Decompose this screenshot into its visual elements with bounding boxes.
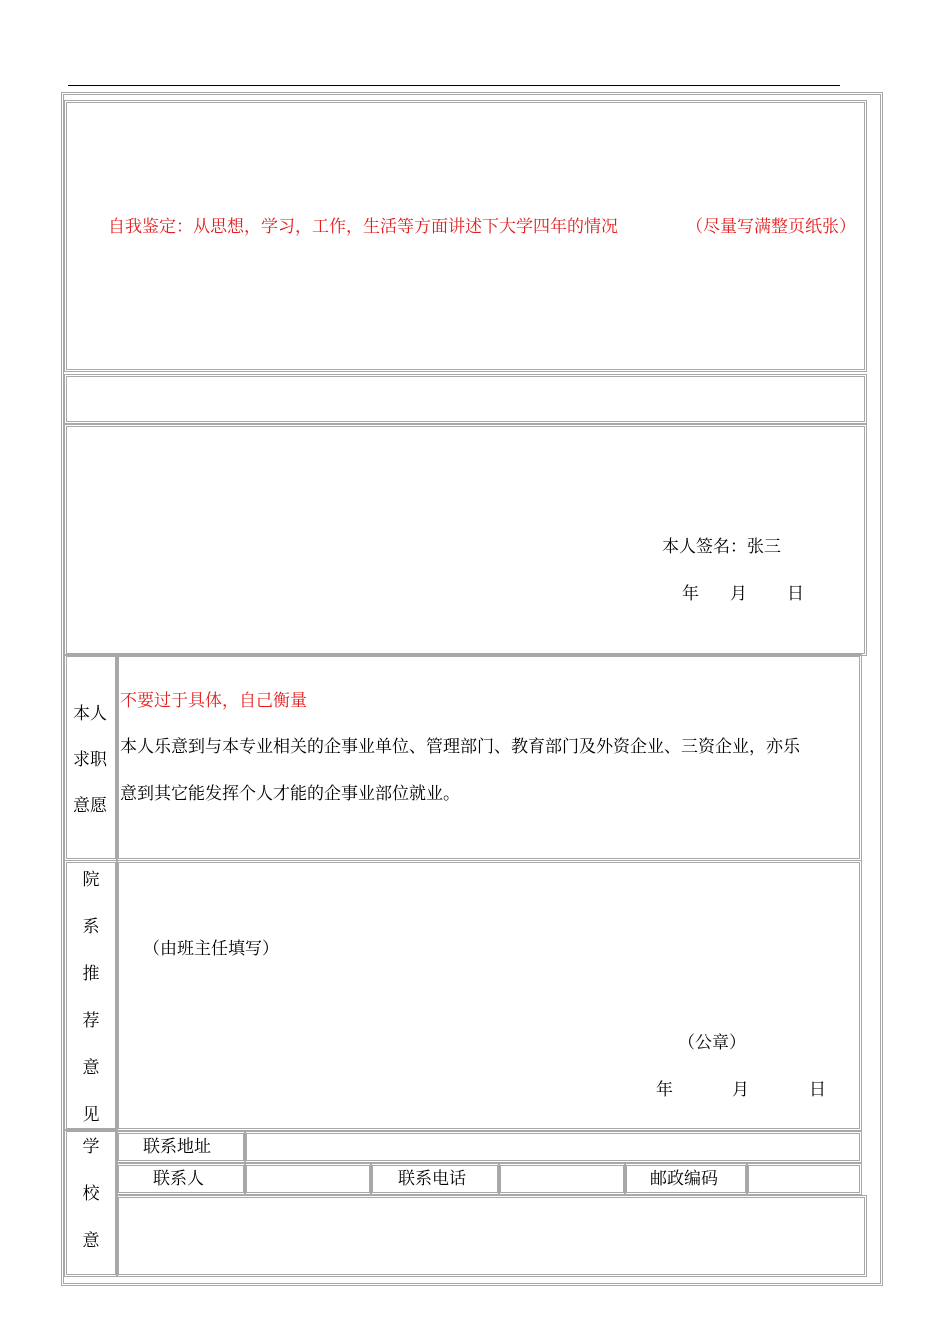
contact-address-label: 联系地址 bbox=[143, 1137, 211, 1157]
signature-date-month: 月 bbox=[730, 584, 747, 604]
signature-label: 本人签名：张三 bbox=[662, 537, 781, 557]
department-date-month: 月 bbox=[732, 1080, 749, 1100]
contact-person-field[interactable] bbox=[244, 1163, 372, 1195]
school-label-char-3: 意 bbox=[82, 1231, 100, 1251]
department-label-cell bbox=[64, 860, 118, 1131]
school-opinion-content-cell[interactable] bbox=[116, 1195, 867, 1277]
department-date-year: 年 bbox=[656, 1080, 673, 1100]
job-intention-note: 不要过于具体，自己衡量 bbox=[120, 691, 307, 711]
department-label-char-6: 见 bbox=[82, 1105, 100, 1125]
department-label-char-5: 意 bbox=[82, 1058, 100, 1078]
department-label-char-2: 系 bbox=[82, 917, 100, 937]
department-seal: （公章） bbox=[678, 1033, 746, 1053]
contact-phone-field[interactable] bbox=[498, 1163, 626, 1195]
department-label-char-3: 推 bbox=[82, 964, 100, 984]
job-intention-content-cell bbox=[116, 654, 862, 861]
department-label-char-1: 院 bbox=[82, 870, 100, 890]
department-content-cell bbox=[116, 860, 862, 1131]
department-instruction: （由班主任填写） bbox=[143, 939, 279, 959]
signature-date-year: 年 bbox=[682, 584, 699, 604]
job-intention-label-line1: 本人 bbox=[73, 704, 107, 724]
self-assessment-hint: （尽量写满整页纸张） bbox=[686, 217, 856, 237]
signature-date-day: 日 bbox=[787, 584, 804, 604]
job-intention-label-line2: 求职 bbox=[73, 750, 107, 770]
self-assessment-prompt: 自我鉴定：从思想，学习，工作，生活等方面讲述下大学四年的情况 bbox=[108, 217, 618, 237]
job-intention-label-line3: 意愿 bbox=[73, 796, 107, 816]
department-label-char-4: 荐 bbox=[82, 1011, 100, 1031]
postal-code-label: 邮政编码 bbox=[650, 1169, 718, 1189]
school-label-char-1: 学 bbox=[82, 1137, 100, 1157]
blank-row bbox=[64, 374, 867, 424]
job-intention-body-line2: 意到其它能发挥个人才能的企事业部位就业。 bbox=[120, 784, 460, 804]
school-label-char-2: 校 bbox=[82, 1184, 100, 1204]
postal-code-field[interactable] bbox=[746, 1163, 862, 1195]
contact-address-field[interactable] bbox=[244, 1131, 862, 1163]
department-date-day: 日 bbox=[809, 1080, 826, 1100]
contact-phone-label: 联系电话 bbox=[398, 1169, 466, 1189]
contact-person-label: 联系人 bbox=[153, 1169, 204, 1189]
header-rule bbox=[68, 85, 840, 86]
job-intention-body-line1: 本人乐意到与本专业相关的企事业单位、管理部门、教育部门及外资企业、三资企业，亦乐 bbox=[120, 737, 800, 757]
